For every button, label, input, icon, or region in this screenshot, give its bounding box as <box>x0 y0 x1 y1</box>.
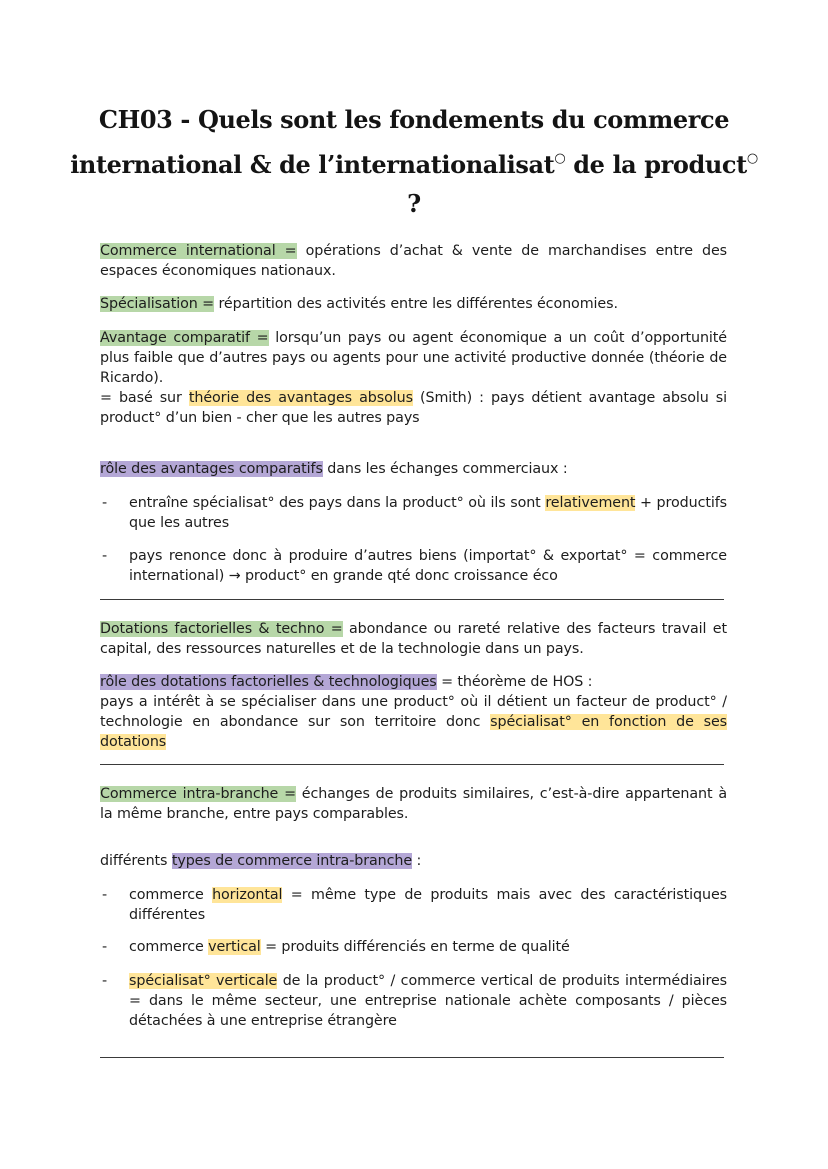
definition-specialisation: Spécialisation = répartition des activités entre les différentes économies. <box>100 296 618 312</box>
role-dotations: rôle des dotations factorielles & technologiques = théorème de HOS : pays a intérêt à se spécialiser dans une product° où il détient un facteur de product° / technologie en abondance sur son territoire donc spécialisat° en fonction de ses dotations <box>100 674 727 750</box>
bullet-dash: - <box>102 973 108 989</box>
keyword-highlight: spécialisat° en fonction de ses dotations <box>100 714 727 750</box>
degree-mark: ○ <box>746 151 758 166</box>
list-item: - commerce horizontal = même type de produits mais avec des caractéristiques différentes <box>102 887 727 923</box>
bullet-dash: - <box>102 548 108 564</box>
bullet-dash: - <box>102 939 108 955</box>
bullet-dash: - <box>102 887 108 903</box>
list-item: - commerce vertical = produits différenciés en terme de qualité <box>102 939 570 955</box>
term-highlight: Spécialisation = <box>100 296 215 312</box>
term-highlight: Avantage comparatif = <box>100 330 269 346</box>
list-item: - pays renonce donc à produire d’autres biens (importat° & exportat° = commerce international) → product° en grande qté donc croissance éco <box>102 548 727 584</box>
list-item: - entraîne spécialisat° des pays dans la product° où ils sont relativement + productifs que les autres <box>102 495 727 531</box>
term-highlight: Commerce international = <box>100 243 297 259</box>
bullet-dash: - <box>102 495 108 511</box>
definition-avantage-comparatif: Avantage comparatif = lorsqu’un pays ou agent économique a un coût d’opportunité plus faible que d’autres pays ou agents pour une activité productive donnée (théorie de Ricardo). = basé sur théorie des avantages absolus (Smith) : pays détient avantage absolu si product° d’un bien - cher que les autres pays <box>100 330 728 426</box>
divider <box>100 599 724 600</box>
definition-commerce-intra-branche: Commerce intra-branche = échanges de produits similaires, c’est-à-dire appartenant à la même branche, entre pays comparables. <box>100 786 727 822</box>
keyword-highlight: vertical <box>208 939 261 955</box>
term-highlight: Commerce intra-branche = <box>100 786 296 802</box>
keyword-highlight: relativement <box>545 495 636 511</box>
types-intra-heading: différents types de commerce intra-branche : <box>100 853 422 869</box>
title-line-1: CH03 - Quels sont les fondements du commerce <box>98 105 730 134</box>
title-line-2: international & de l’internationalisat○ de la product○ ? <box>70 150 758 218</box>
definition-dotations: Dotations factorielles & techno = abondance ou rareté relative des facteurs travail et capital, des ressources naturelles et de la technologie dans un pays. <box>100 621 727 657</box>
divider <box>100 1057 724 1058</box>
section-highlight: rôle des avantages comparatifs <box>100 461 323 477</box>
role-avantages-heading: rôle des avantages comparatifs dans les échanges commerciaux : <box>100 461 568 477</box>
keyword-highlight: théorie des avantages absolus <box>188 390 413 406</box>
term-highlight: Dotations factorielles & techno = <box>100 621 343 637</box>
keyword-highlight: horizontal <box>212 887 283 903</box>
page-title <box>60 100 768 223</box>
definition-commerce-international: Commerce international = opérations d’achat & vente de marchandises entre des espaces économiques nationaux. <box>100 243 727 279</box>
divider <box>100 764 724 765</box>
keyword-highlight: spécialisat° verticale <box>129 973 278 989</box>
degree-mark: ○ <box>554 151 566 166</box>
section-highlight: rôle des dotations factorielles & technologiques <box>100 674 437 690</box>
section-highlight: types de commerce intra-branche <box>171 853 413 869</box>
list-item: - spécialisat° verticale de la product° / commerce vertical de produits intermédiaires = dans le même secteur, une entreprise nationale achète composants / pièces détachées à une entreprise étrangère <box>102 973 727 1029</box>
